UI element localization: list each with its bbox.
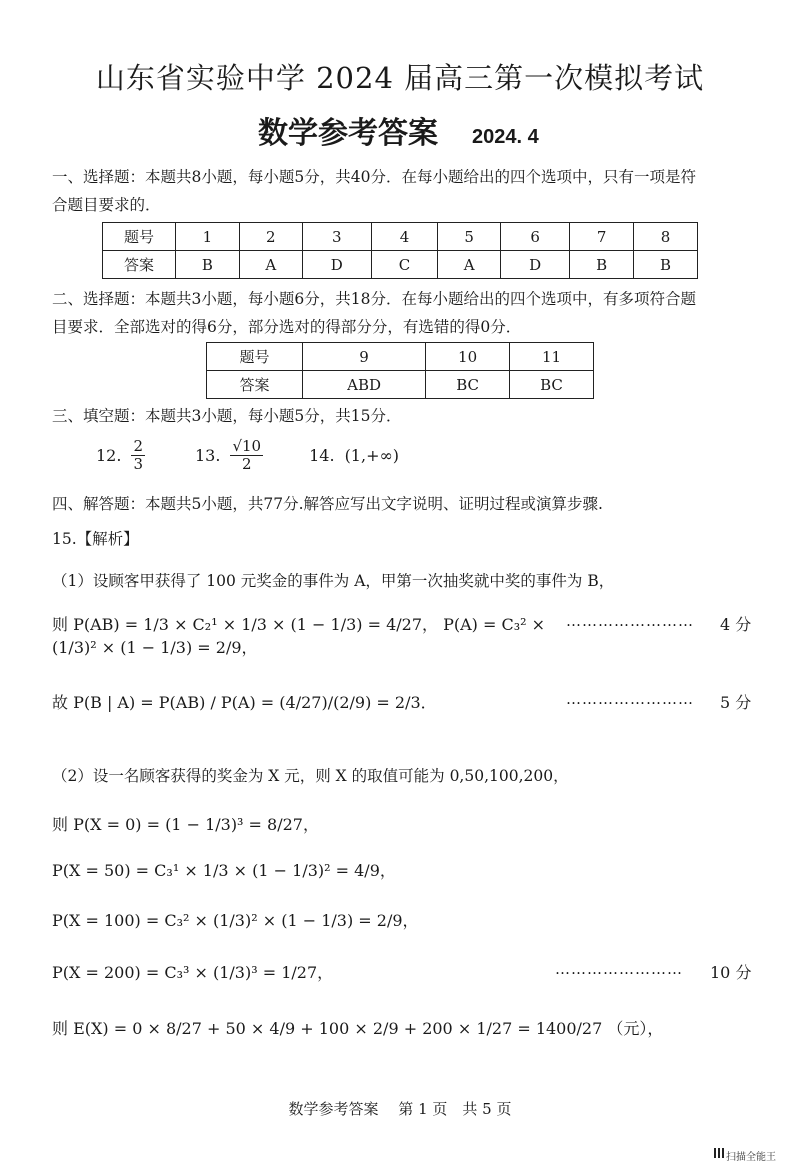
table-cell: 题号 [103, 223, 176, 251]
table-cell: BC [510, 371, 594, 399]
table-cell: 答案 [207, 371, 303, 399]
table-cell: 7 [570, 223, 634, 251]
table-cell: 6 [501, 223, 570, 251]
section1-intro [52, 163, 772, 219]
table-cell: D [501, 251, 570, 279]
table-cell: 11 [510, 343, 594, 371]
section4-intro: 四、解答题：本题共5小题，共77分.解答应写出文字说明、证明过程或演算步骤. [52, 495, 603, 513]
table-cell: D [302, 251, 371, 279]
q12-label: 12. [96, 446, 122, 465]
table-cell: 2 [239, 223, 302, 251]
multi-choice-answer-table [206, 342, 594, 399]
section1-line1: 一、选择题：本题共8小题，每小题5分，共40分．在每小题给出的四个选项中，只有一项是符 [52, 168, 696, 186]
score-leader: …………………… [566, 612, 694, 630]
q15-eq5: P(X = 100) = C₃² × (1/3)² × (1 − 1/3) = 2/9， [52, 911, 419, 930]
q15-eq1: 则 P(AB) = 1/3 × C₂¹ × 1/3 × (1 − 1/3) = 4/27， P(A) = C₃² × (1/3)² × (1 − 1/3) = 2/9， [52, 615, 546, 657]
fraction-denominator: 2 [242, 455, 252, 473]
scanner-brand-label: 扫描全能王 [726, 1152, 776, 1163]
q13-answer [230, 438, 263, 473]
table-cell: B [634, 251, 698, 279]
q15-eq2: 故 P(B | A) = P(AB) / P(A) = (4/27)/(2/9) = 2/3． [52, 693, 437, 712]
table-cell: A [239, 251, 302, 279]
q14-label: 14. [309, 446, 335, 465]
table-row [207, 343, 594, 371]
table-cell: B [570, 251, 634, 279]
exam-date: 2024. 4 [472, 126, 539, 148]
q15-eq3: 则 P(X = 0) = (1 − 1/3)³ = 8/27， [52, 815, 319, 834]
table-cell: 8 [634, 223, 698, 251]
table-cell: 10 [426, 343, 510, 371]
score-leader: …………………… [566, 690, 694, 708]
score-leader: …………………… [555, 960, 683, 978]
q15-eq7: 则 E(X) = 0 × 8/27 + 50 × 4/9 + 100 × 2/9 + 200 × 1/27 = 1400/27 （元）， [52, 1019, 664, 1038]
table-row [103, 223, 698, 251]
q15-eq4: P(X = 50) = C₃¹ × 1/3 × (1 − 1/3)² = 4/9， [52, 861, 396, 880]
fill-blank-answers [96, 438, 399, 473]
table-row [103, 251, 698, 279]
table-cell: 答案 [103, 251, 176, 279]
table-cell: B [176, 251, 240, 279]
score-10: 10 分 [710, 963, 752, 982]
table-cell: 5 [438, 223, 501, 251]
q14-answer: (1,+∞) [344, 446, 400, 465]
q15-heading: 15.【解析】 [52, 530, 139, 548]
q13-label: 13. [195, 446, 221, 465]
score-5: 5 分 [720, 693, 752, 712]
subtitle-text: 数学参考答案 [258, 116, 438, 151]
section3-intro: 三、填空题：本题共3小题，每小题5分，共15分． [52, 407, 402, 425]
q15-eq6: P(X = 200) = C₃³ × (1/3)³ = 1/27， [52, 963, 334, 982]
q12-answer [131, 438, 145, 473]
table-cell: 9 [303, 343, 426, 371]
table-cell: BC [426, 371, 510, 399]
page-footer: 数学参考答案 第 1 页 共 5 页 [288, 1100, 512, 1118]
answer-subtitle [258, 108, 539, 152]
section2-line2: 目要求．全部选对的得6分，部分选对的得部分分，有选错的得0分． [52, 318, 522, 336]
table-cell: A [438, 251, 501, 279]
q15-part1-text: （1）设顾客甲获得了 100 元奖金的事件为 A，甲第一次抽奖就中奖的事件为 B， [52, 572, 615, 590]
section2-intro [52, 285, 772, 341]
table-row [207, 371, 594, 399]
table-cell: 3 [302, 223, 371, 251]
qr-code-icon [714, 1148, 724, 1158]
table-cell: C [371, 251, 437, 279]
table-cell: ABD [303, 371, 426, 399]
exam-title: 山东省实验中学 2024 届高三第一次模拟考试 [95, 61, 705, 95]
score-4: 4 分 [720, 615, 752, 634]
table-cell: 题号 [207, 343, 303, 371]
table-cell: 1 [176, 223, 240, 251]
table-cell: 4 [371, 223, 437, 251]
fraction-denominator: 3 [133, 455, 143, 473]
q15-part2-text: （2）设一名顾客获得的奖金为 X 元，则 X 的取值可能为 0,50,100,200， [52, 767, 569, 785]
choice-answer-table [102, 222, 698, 279]
fraction-numerator: √10 [232, 437, 262, 455]
section1-line2: 合题目要求的． [52, 196, 161, 214]
section2-line1: 二、选择题：本题共3小题，每小题6分，共18分．在每小题给出的四个选项中，有多项符合题 [52, 290, 696, 308]
fraction-numerator: 2 [133, 437, 143, 455]
